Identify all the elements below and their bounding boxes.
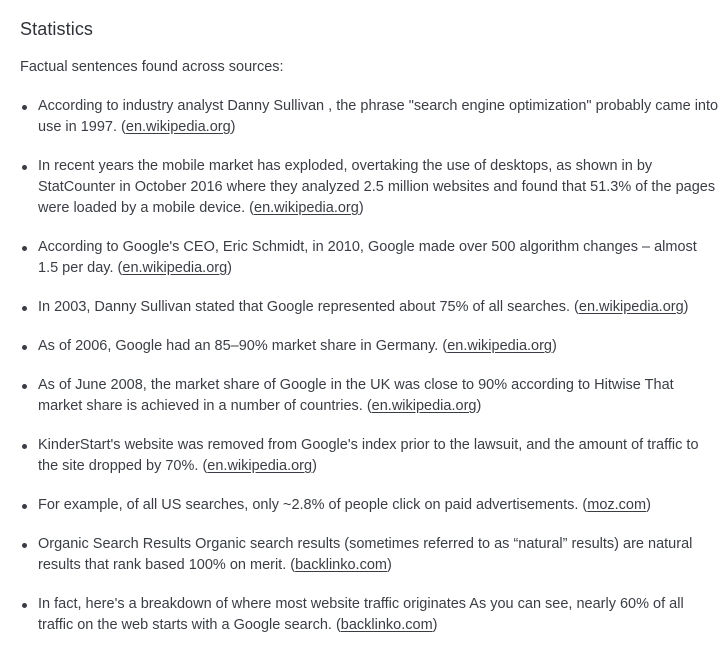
source-link[interactable]: en.wikipedia.org [122, 260, 228, 276]
fact-item: For example, of all US searches, only ~2.8% of people click on paid advertisements. (moz.com) [20, 495, 720, 516]
fact-text: In fact, here's a breakdown of where most website traffic originates As you can see, nearly 60% of all traffic on the web starts with a Google search. [38, 596, 684, 633]
source-link[interactable]: en.wikipedia.org [371, 398, 477, 414]
source-link[interactable]: moz.com [587, 497, 647, 513]
source-link[interactable]: en.wikipedia.org [447, 338, 552, 354]
facts-list [20, 96, 719, 636]
fact-item: In recent years the mobile market has exploded, overtaking the use of desktops, as shown in by StatCounter in October 2016 where they analyzed 2.5 million websites and found that 51.3% of the pages were loaded by a mobile device. (en.wikipedia.org) [20, 156, 720, 219]
source-link[interactable]: en.wikipedia.org [207, 458, 313, 474]
bullet-icon [22, 246, 27, 251]
fact-text: Organic Search Results Organic search results (sometimes referred to as “natural” results) are natural results that rank based 100% on merit. [38, 536, 693, 573]
fact-item: Organic Search Results Organic search results (sometimes referred to as “natural” results) are natural results that rank based 100% on merit. (backlinko.com) [20, 534, 720, 576]
fact-text: According to industry analyst Danny Sullivan , the phrase "search engine optimization" probably came into use in 1997. [38, 98, 719, 135]
bullet-icon [22, 444, 27, 449]
bullet-icon [22, 165, 27, 170]
fact-text: According to Google's CEO, Eric Schmidt, in 2010, Google made over 500 algorithm changes – almost 1.5 per day. [38, 239, 697, 276]
source-link[interactable]: en.wikipedia.org [578, 299, 684, 315]
source-link[interactable]: en.wikipedia.org [254, 200, 359, 216]
bullet-icon [22, 306, 27, 311]
bullet-icon [22, 105, 27, 110]
section-title: Statistics [20, 19, 94, 39]
source-link[interactable]: backlinko.com [295, 557, 387, 573]
fact-item: As of June 2008, the market share of Google in the UK was close to 90% according to Hitwise That market share is achieved in a number of countries. (en.wikipedia.org) [20, 375, 720, 417]
fact-item: KinderStart's website was removed from Google's index prior to the lawsuit, and the amount of traffic to the site dropped by 70%. (en.wikipedia.org) [20, 435, 720, 477]
bullet-icon [22, 345, 27, 350]
source-link[interactable]: backlinko.com [340, 617, 433, 633]
fact-text: As of June 2008, the market share of Google in the UK was close to 90% according to Hitwise That market share is achieved in a number of countries. [38, 377, 674, 414]
bullet-icon [22, 384, 27, 389]
bullet-icon [22, 504, 27, 509]
fact-text: KinderStart's website was removed from Google's index prior to the lawsuit, and the amount of traffic to the site dropped by 70%. [38, 437, 699, 474]
fact-text: As of 2006, Google had an 85–90% market share in Germany. [38, 338, 439, 354]
fact-item: As of 2006, Google had an 85–90% market share in Germany. (en.wikipedia.org) [20, 336, 720, 357]
fact-item: According to industry analyst Danny Sullivan , the phrase "search engine optimization" probably came into use in 1997. (en.wikipedia.org) [20, 96, 720, 138]
fact-text: In recent years the mobile market has exploded, overtaking the use of desktops, as shown in by StatCounter in October 2016 where they analyzed 2.5 million websites and found that 51.3% of the pages were loaded by a mobile device. [38, 158, 716, 216]
section-intro: Factual sentences found across sources: [20, 59, 284, 75]
bullet-icon [22, 543, 27, 548]
fact-item: According to Google's CEO, Eric Schmidt, in 2010, Google made over 500 algorithm changes – almost 1.5 per day. (en.wikipedia.org) [20, 237, 720, 279]
fact-text: In 2003, Danny Sullivan stated that Google represented about 75% of all searches. [38, 299, 571, 315]
fact-text: For example, of all US searches, only ~2.8% of people click on paid advertisements. [38, 497, 579, 513]
fact-item: In fact, here's a breakdown of where most website traffic originates As you can see, nearly 60% of all traffic on the web starts with a Google search. (backlinko.com) [20, 594, 720, 636]
bullet-icon [22, 603, 27, 608]
source-link[interactable]: en.wikipedia.org [125, 119, 231, 135]
fact-item: In 2003, Danny Sullivan stated that Google represented about 75% of all searches. (en.wikipedia.org) [20, 297, 720, 318]
